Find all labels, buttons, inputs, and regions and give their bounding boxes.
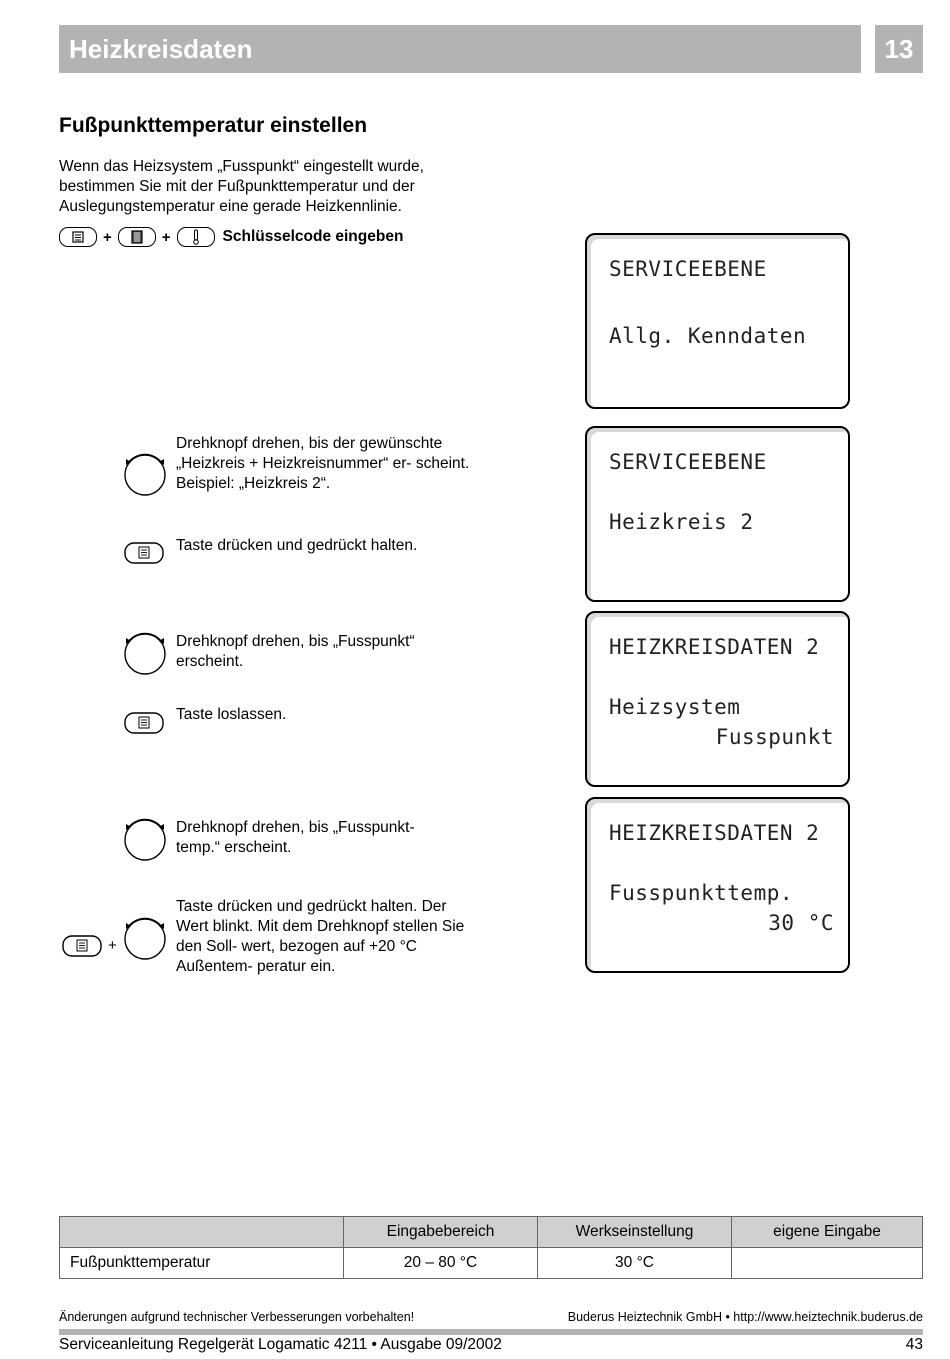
lcd-line: SERVICEEBENE xyxy=(609,450,767,474)
table-header-cell xyxy=(60,1217,344,1248)
lcd-display-4 xyxy=(585,797,850,973)
step-turn-knob-fusspunkttemp: Drehknopf drehen, bis „Fusspunkt- temp.“ erscheint. xyxy=(176,819,415,856)
plus-sign: + xyxy=(161,228,171,246)
menu-button-icon xyxy=(124,542,164,564)
rotary-knob-icon xyxy=(123,449,167,497)
menu-key-icon xyxy=(59,227,97,247)
lcd-line: Heizsystem xyxy=(609,695,741,719)
lcd-line: Fusspunkttemp. xyxy=(609,881,794,905)
rotary-knob-icon xyxy=(123,913,167,961)
lcd-display-1 xyxy=(585,233,850,409)
page-number: 43 xyxy=(905,1336,923,1353)
table-header-cell: eigene Eingabe xyxy=(732,1217,923,1248)
key-combination xyxy=(59,226,403,248)
step-press-hold: Taste drücken und gedrückt halten. xyxy=(176,537,418,554)
step-set-value: Taste drücken und gedrückt halten. Der Wert blinkt. Mit dem Drehknopf stellen Sie den Soll- wert, bezogen auf +20 °C Außentem- peratur ein. xyxy=(176,898,465,975)
plus-sign: + xyxy=(108,937,117,954)
lcd-line: HEIZKREISDATEN 2 xyxy=(609,635,820,659)
table-row xyxy=(60,1248,923,1279)
plus-sign: + xyxy=(103,228,112,246)
step-turn-knob-heizkreis: Drehknopf drehen, bis der gewünschte „Heizkreis + Heizkreisnummer“ er- scheint. Beispiel: „Heizkreis 2“. xyxy=(176,435,470,492)
lcd-line: 30 °C xyxy=(768,911,834,935)
rotary-knob-icon xyxy=(123,628,167,676)
lcd-line: Allg. Kenndaten xyxy=(609,324,807,348)
footer-company: Buderus Heiztechnik GmbH • http://www.heiztechnik.buderus.de xyxy=(567,1310,923,1324)
footer-divider xyxy=(59,1329,923,1335)
menu-button-icon xyxy=(124,712,164,734)
table-header-row xyxy=(60,1217,923,1248)
lcd-line: Fusspunkt xyxy=(715,725,834,749)
parameter-table xyxy=(59,1216,923,1279)
table-cell xyxy=(732,1248,923,1279)
lcd-display-2 xyxy=(585,426,850,602)
step-release-key: Taste loslassen. xyxy=(176,706,287,723)
key-combination-label: Schlüsselcode eingeben xyxy=(222,228,404,245)
lcd-display-3 xyxy=(585,611,850,787)
table-header-cell: Eingabebereich xyxy=(344,1217,538,1248)
display-key-icon xyxy=(118,227,156,247)
thermometer-key-icon xyxy=(177,227,215,247)
menu-button-icon xyxy=(62,935,102,957)
footer-manual-title: Serviceanleitung Regelgerät Logamatic 4211 • Ausgabe 09/2002 xyxy=(59,1336,502,1353)
chapter-number: 13 xyxy=(875,25,923,73)
lcd-line: Heizkreis 2 xyxy=(609,510,754,534)
intro-text: Wenn das Heizsystem „Fusspunkt“ eingestellt wurde, bestimmen Sie mit der Fußpunkttemperatur und der Auslegungstemperatur eine gerade Heizkennlinie. xyxy=(59,158,424,215)
section-title: Fußpunkttemperatur einstellen xyxy=(59,114,368,137)
step-turn-knob-fusspunkt: Drehknopf drehen, bis „Fusspunkt“ erscheint. xyxy=(176,633,415,670)
lcd-line: HEIZKREISDATEN 2 xyxy=(609,821,820,845)
lcd-line: SERVICEEBENE xyxy=(609,257,767,281)
table-cell: 30 °C xyxy=(538,1248,732,1279)
table-header-cell: Werkseinstellung xyxy=(538,1217,732,1248)
footer-note: Änderungen aufgrund technischer Verbesserungen vorbehalten! xyxy=(59,1310,415,1324)
rotary-knob-icon xyxy=(123,814,167,862)
table-cell: 20 – 80 °C xyxy=(344,1248,538,1279)
chapter-title: Heizkreisdaten xyxy=(59,25,861,73)
table-cell: Fußpunkttemperatur xyxy=(60,1248,344,1279)
